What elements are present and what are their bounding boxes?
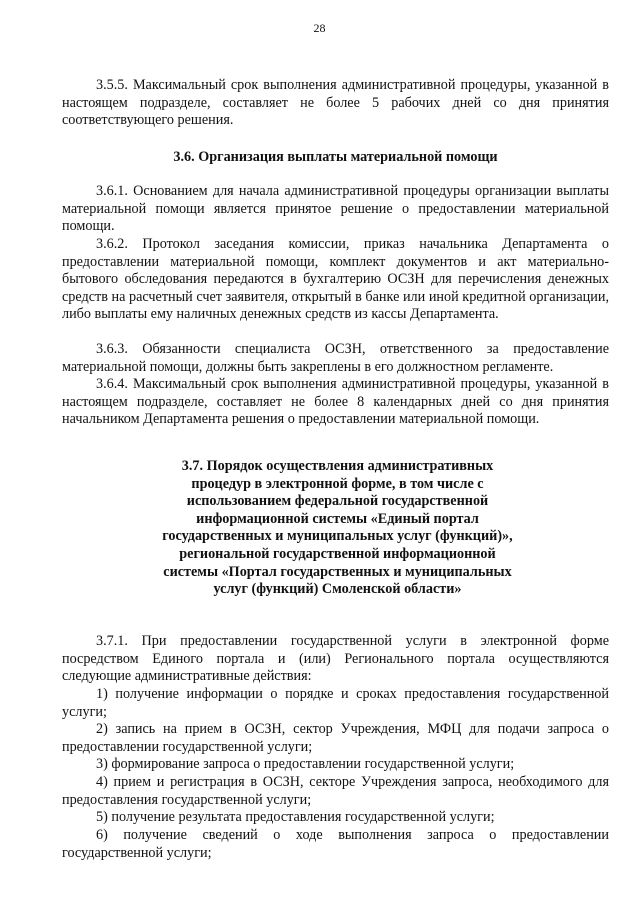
list-item-3: 3) формирование запроса о предоставлении государственной услуги; xyxy=(96,756,515,772)
paragraph-3-6-2: 3.6.2. Протокол заседания комиссии, приказ начальника Департамента о предоставлении материальной помощи, комплект документов и акт материально-бытового обследования передаются в бухгалтерию ОСЗН для перечисления денежных средств на расчетный счет заявителя, открытый в банке или иной кредитной организации, либо выплаты ему наличных денежных средств из кассы Департамента. xyxy=(62,236,609,323)
section-heading-3-6: 3.6. Организация выплаты материальной помощи xyxy=(173,149,498,165)
section-heading-3-7: 3.7. Порядок осуществления административных процедур в электронной форме, в том числе с использованием федеральной государственной информационной системы «Единый портал государственных и муниципальных услуг (функций)», региональной государственной информационной системы «Портал государственных и муниципальных услуг (функций) Смоленской области» xyxy=(162,458,513,598)
list-item-5: 5) получение результата предоставления государственной услуги; xyxy=(96,809,495,825)
paragraph-3-5-5: 3.5.5. Максимальный срок выполнения административной процедуры, указанной в настоящем подразделе, составляет не более 5 рабочих дней со дня принятия соответствующего решения. xyxy=(62,77,609,129)
list-item-2: 2) запись на прием в ОСЗН, сектор Учреждения, МФЦ для подачи запроса о предоставлении государственной услуги; xyxy=(62,721,609,755)
paragraph-3-7-1: 3.7.1. При предоставлении государственной услуги в электронной форме посредством Единого портала и (или) Регионального портала осуществляются следующие административные действия: xyxy=(62,633,609,685)
page-number: 28 xyxy=(313,21,326,35)
paragraph-3-6-1: 3.6.1. Основанием для начала административной процедуры организации выплаты материальной помощи является принятое решение о предоставлении материальной помощи. xyxy=(62,183,609,235)
list-item-4: 4) прием и регистрация в ОСЗН, секторе Учреждения запроса, необходимого для предоставления государственной услуги; xyxy=(62,774,609,808)
list-item-1: 1) получение информации о порядке и сроках предоставления государственной услуги; xyxy=(62,686,609,720)
list-item-6: 6) получение сведений о ходе выполнения запроса о предоставлении государственной услуги; xyxy=(62,827,609,861)
paragraph-3-6-3: 3.6.3. Обязанности специалиста ОСЗН, ответственного за предоставление материальной помощи, должны быть закреплены в его должностном регламенте. xyxy=(62,341,609,375)
paragraph-3-6-4: 3.6.4. Максимальный срок выполнения административной процедуры, указанной в настоящем подразделе, составляет не более 8 календарных дней со дня принятия начальником Департамента решения о предоставлении материальной помощи. xyxy=(62,376,609,428)
